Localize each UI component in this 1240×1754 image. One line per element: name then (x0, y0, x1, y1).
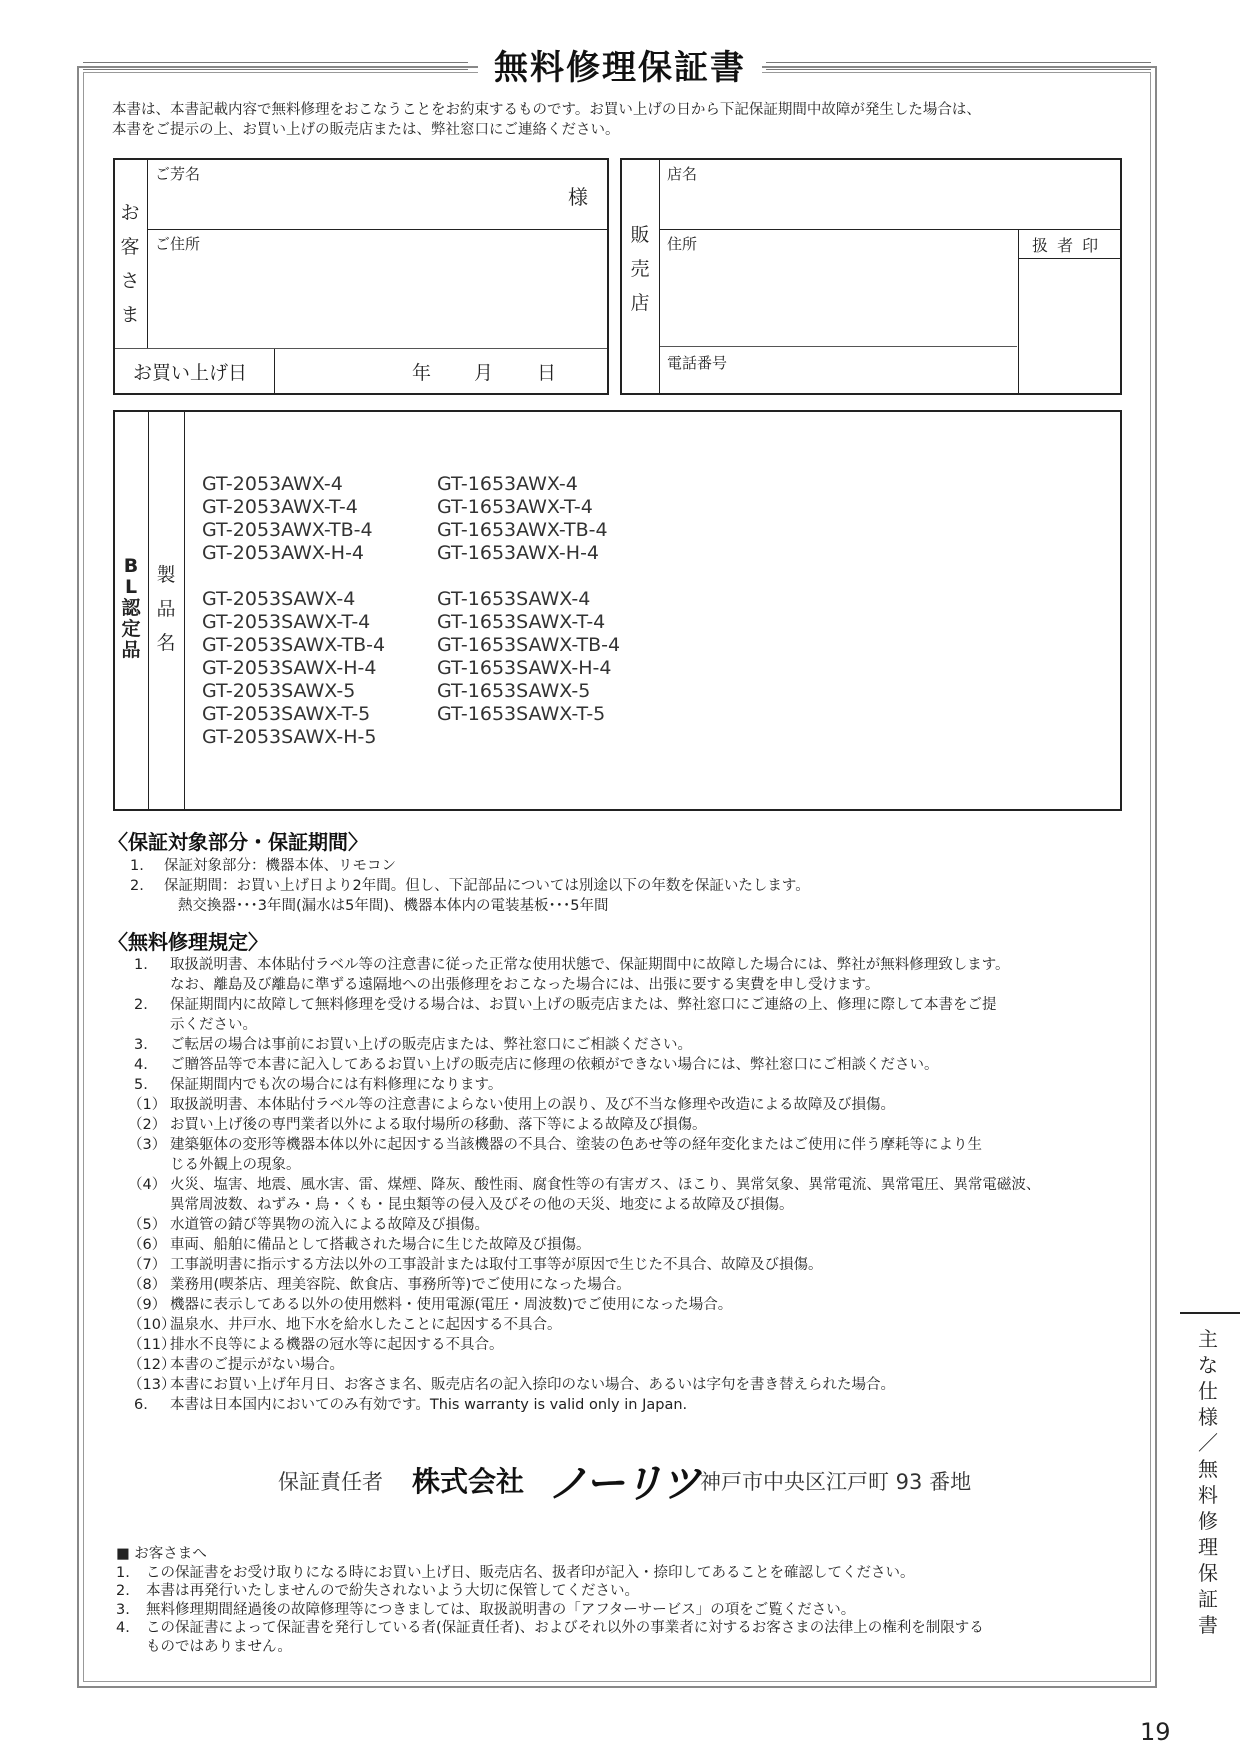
customer-divider (147, 160, 148, 348)
item-text: 建築躯体の変形等機器本体以外に起因する当該機器の不具合、塗装の色あせ等の経年変化またはご使用に伴う摩耗等により生 (170, 1137, 982, 1153)
list-item (128, 1195, 1040, 1215)
note-num: 3. (116, 1601, 130, 1618)
sidebar-char: 理 (1198, 1535, 1218, 1559)
sidebar-char: 証 (1198, 1587, 1218, 1611)
item-text: 保証期間内でも次の場合には有料修理になります。 (170, 1077, 503, 1093)
side-char: 売 (630, 258, 650, 280)
list-item (128, 975, 1040, 995)
title-wrap (0, 40, 1240, 89)
store-address-label: 住所 (667, 235, 698, 253)
store-row-line (660, 346, 1017, 347)
sidebar-char: 仕 (1198, 1379, 1218, 1403)
list-item (128, 1135, 1040, 1155)
list-item (128, 1335, 1040, 1355)
model-name: GT-2053SAWX-T-4 (202, 611, 371, 633)
item-text: 保証対象部分：機器本体、リモコン (164, 858, 396, 874)
sidebar-char: 保 (1198, 1561, 1218, 1585)
customer-side-label (115, 196, 145, 332)
model-name: GT-1653SAWX-5 (437, 680, 591, 702)
item-num: （1） (128, 1097, 167, 1113)
customer-name-label: ご芳名 (155, 165, 201, 183)
item-num: （11） (128, 1337, 176, 1353)
notes-header: ■ お客さまへ (116, 1546, 207, 1562)
item-text: 機器に表示してある以外の使用燃料・使用電源(電圧・周波数)でご使用になった場合。 (170, 1297, 733, 1313)
item-num: （9） (128, 1297, 167, 1313)
item-num: 5. (134, 1077, 148, 1093)
coverage-title: 〈保証対象部分・保証期間〉 (108, 830, 368, 854)
purchase-month: 月 (474, 362, 494, 384)
list-item (128, 1095, 1040, 1115)
stamp-divider (1018, 229, 1019, 393)
sidebar-char: な (1198, 1353, 1218, 1377)
note-text: この保証書によって保証書を発行している者(保証責任者)、およびそれ以外の事業者に対するお客さまの法律上の権利を制限する (146, 1620, 984, 1636)
model-name: GT-1653AWX-H-4 (437, 542, 600, 564)
model-name: GT-2053AWX-TB-4 (202, 519, 373, 541)
purchase-year: 年 (412, 362, 432, 384)
company-name: 株式会社 (412, 1465, 525, 1498)
list-item (128, 1075, 1040, 1095)
coverage-list (130, 856, 810, 916)
list-item (130, 856, 810, 876)
product-divider (184, 412, 185, 809)
store-divider (659, 160, 660, 393)
item-text: 業務用(喫茶店、理美容院、飲食店、事務所等)でご使用になった場合。 (170, 1277, 631, 1293)
side-char: 販 (630, 224, 650, 246)
note-text: ものではありません。 (146, 1638, 292, 1655)
sidebar-char: 修 (1198, 1509, 1218, 1533)
sidebar-char: 料 (1198, 1483, 1218, 1507)
rules-title: 〈無料修理規定〉 (108, 930, 268, 954)
purchase-date-label: お買い上げ日 (133, 362, 248, 384)
sidebar-char: 無 (1198, 1457, 1218, 1481)
item-num: 6. (134, 1397, 148, 1413)
list-item (128, 1215, 1040, 1235)
item-text: 保証期間内に故障して無料修理を受ける場合は、お買い上げの販売店または、弊社窓口にご連絡の上、修理に際して本書をご提 (170, 997, 997, 1013)
list-item (130, 896, 810, 916)
purchase-day: 日 (537, 362, 557, 384)
model-name: GT-2053SAWX-H-5 (202, 726, 377, 748)
bl-char: 定 (121, 618, 141, 640)
item-num: （3） (128, 1137, 167, 1153)
list-item (128, 1015, 1040, 1035)
note-item (116, 1601, 1136, 1620)
store-phone-label: 電話番号 (667, 354, 728, 372)
note-num: 2. (116, 1583, 130, 1599)
note-text: この保証書をお受け取りになる時にお買い上げ日、販売店名、扱者印が記入・捺印してあることを確認してください。 (146, 1564, 915, 1581)
customer-address-label: ご住所 (155, 235, 201, 253)
note-item (116, 1619, 1136, 1638)
page-title: 無料修理保証書 (478, 40, 762, 89)
bl-certified-label (116, 556, 146, 661)
item-text: お買い上げ後の専門業者以外による取付場所の移動、落下等による故障及び損傷。 (170, 1117, 707, 1133)
intro-line: 本書をご提示の上、お買い上げの販売店または、弊社窓口にご連絡ください。 (112, 122, 620, 138)
model-name: GT-1653SAWX-TB-4 (437, 634, 621, 656)
brand-logo: ノーリツ (548, 1461, 699, 1507)
side-char: ま (120, 304, 140, 326)
product-name-label (151, 558, 181, 660)
model-name: GT-1653SAWX-4 (437, 588, 591, 610)
note-text: 本書は再発行いたしませんので紛失されないよう大切に保管してください。 (146, 1583, 639, 1599)
product-divider (148, 412, 149, 809)
model-gap (437, 565, 620, 588)
bl-char: 認 (121, 597, 141, 619)
item-text: 取扱説明書、本体貼付ラベル等の注意書によらない使用上の誤り、及び不当な修理や改造による故障及び損傷。 (170, 1097, 895, 1113)
item-num: 2. (130, 878, 144, 894)
item-num: （13） (128, 1377, 176, 1393)
section-sidebar-label (1192, 1326, 1224, 1638)
label-char: 名 (156, 632, 176, 654)
list-item (128, 955, 1040, 975)
model-name: GT-1653SAWX-H-4 (437, 657, 612, 679)
intro-line: 本書は、本書記載内容で無料修理をおこなうことをお約束するものです。お買い上げの日から下記保証期間中故障が発生した場合は、 (112, 102, 981, 118)
item-num: （2） (128, 1117, 167, 1133)
stamp-label: 扱 者 印 (1032, 236, 1101, 255)
guarantor-label: 保証責任者 (278, 1470, 383, 1494)
item-text: 排水不良等による機器の冠水等に起因する不具合。 (170, 1337, 504, 1353)
item-num: （5） (128, 1217, 167, 1233)
note-item (116, 1564, 1136, 1583)
item-text: 異常周波数、ねずみ・鳥・くも・昆虫類等の侵入及びその他の天災、地変による故障及び損傷。 (170, 1197, 794, 1213)
model-name: GT-2053SAWX-5 (202, 680, 356, 702)
item-num: （8） (128, 1277, 167, 1293)
store-name-label: 店名 (667, 165, 698, 183)
customer-honorific: 様 (568, 185, 588, 209)
store-side-label (625, 218, 655, 320)
item-num: 2. (134, 997, 148, 1013)
model-name: GT-2053AWX-T-4 (202, 496, 358, 518)
rules-list (128, 955, 1040, 1415)
list-item (128, 1055, 1040, 1075)
list-item (128, 995, 1040, 1015)
intro-text (112, 100, 1132, 140)
store-row-line (660, 229, 1120, 230)
side-char: お (120, 202, 140, 224)
model-name: GT-1653SAWX-T-5 (437, 703, 606, 725)
customer-row-line (148, 229, 607, 230)
model-name: GT-1653SAWX-T-4 (437, 611, 606, 633)
list-item (128, 1375, 1040, 1395)
item-num: （10） (128, 1317, 176, 1333)
item-text: なお、離島及び離島に準ずる遠隔地への出張修理をおこなった場合には、出張に要する実費を申し受けます。 (170, 977, 880, 993)
list-item (128, 1155, 1040, 1175)
model-name: GT-2053SAWX-T-5 (202, 703, 371, 725)
list-item (128, 1115, 1040, 1135)
list-item (128, 1275, 1040, 1295)
side-char: 店 (630, 292, 650, 314)
list-item (130, 876, 810, 896)
list-item (128, 1035, 1040, 1055)
item-num: （7） (128, 1257, 167, 1273)
item-num: （6） (128, 1237, 167, 1253)
model-column-2 (437, 473, 620, 726)
model-name: GT-1653AWX-T-4 (437, 496, 593, 518)
label-char: 品 (156, 598, 176, 620)
item-text: 火災、塩害、地震、風水害、雷、煤煙、降灰、酸性雨、腐食性等の有害ガス、ほこり、異常気象、異常電流、異常電圧、異常電磁波、 (170, 1177, 1041, 1193)
item-text: 示ください。 (170, 1017, 257, 1033)
sidebar-char: 主 (1198, 1327, 1218, 1351)
item-num: 1. (130, 858, 144, 874)
bl-char: L (124, 576, 138, 598)
notes-list (116, 1564, 1136, 1657)
model-name: GT-2053SAWX-TB-4 (202, 634, 386, 656)
list-item (128, 1315, 1040, 1335)
page-number: 19 (1140, 1718, 1171, 1746)
model-gap (202, 565, 385, 588)
list-item (128, 1295, 1040, 1315)
bl-char: B (123, 555, 139, 577)
model-name: GT-1653AWX-4 (437, 473, 578, 495)
customer-notes (116, 1545, 1136, 1656)
sidebar-char: 様 (1198, 1405, 1218, 1429)
item-text: 熱交換器･･･3年間(漏水は5年間)、機器本体内の電装基板･･･5年間 (178, 898, 609, 914)
list-item (128, 1235, 1040, 1255)
side-char: さ (120, 270, 140, 292)
label-char: 製 (156, 564, 176, 586)
bl-char: 品 (121, 639, 141, 661)
item-text: 取扱説明書、本体貼付ラベル等の注意書に従った正常な使用状態で、保証期間中に故障した場合には、弊社が無料修理致します。 (170, 957, 1010, 973)
list-item (128, 1395, 1040, 1415)
customer-date-divider (274, 349, 275, 393)
model-name: GT-2053AWX-4 (202, 473, 343, 495)
list-item (128, 1175, 1040, 1195)
item-text: 本書は日本国内においてのみ有効です。This warranty is valid only in Japan. (170, 1397, 688, 1413)
item-text: 温泉水、井戸水、地下水を給水したことに起因する不具合。 (170, 1317, 562, 1333)
item-num: 3. (134, 1037, 148, 1053)
model-name: GT-1653AWX-TB-4 (437, 519, 608, 541)
item-num: 4. (134, 1057, 148, 1073)
item-text: 本書にお買い上げ年月日、お客さま名、販売店名の記入捺印のない場合、あるいは字句を書き替えられた場合。 (170, 1377, 895, 1393)
model-name: GT-2053SAWX-H-4 (202, 657, 377, 679)
item-text: 保証期間：お買い上げ日より2年間。但し、下記部品については別途以下の年数を保証いたします。 (164, 878, 810, 894)
model-column-1 (202, 473, 385, 749)
stamp-label-line (1019, 258, 1120, 259)
item-text: 車両、船舶に備品として搭載された場合に生じた故障及び損傷。 (170, 1237, 591, 1253)
list-item (128, 1355, 1040, 1375)
item-num: （12） (128, 1357, 176, 1373)
item-text: ご贈答品等で本書に記入してあるお買い上げの販売店に修理の依頼ができない場合には、弊社窓口にご相談ください。 (170, 1057, 939, 1073)
item-num: 1. (134, 957, 148, 973)
side-char: 客 (120, 236, 140, 258)
sidebar-char: 書 (1198, 1613, 1218, 1637)
note-text: 無料修理期間経過後の故障修理等につきましては、取扱説明書の「アフターサービス」の項をご覧ください。 (146, 1601, 856, 1618)
item-text: じる外観上の現象。 (170, 1157, 301, 1173)
note-item (116, 1638, 1136, 1657)
note-num: 1. (116, 1564, 130, 1581)
sidebar-char: ／ (1198, 1431, 1218, 1455)
company-address: 神戸市中央区江戸町 93 番地 (700, 1470, 972, 1494)
customer-row-line (115, 348, 607, 349)
model-name: GT-2053AWX-H-4 (202, 542, 365, 564)
item-text: ご転居の場合は事前にお買い上げの販売店または、弊社窓口にご相談ください。 (170, 1037, 692, 1053)
list-item (128, 1255, 1040, 1275)
item-text: 本書のご提示がない場合。 (170, 1357, 344, 1373)
note-num: 4. (116, 1620, 130, 1636)
item-text: 工事説明書に指示する方法以外の工事設計または取付工事等が原因で生じた不具合、故障及び損傷。 (170, 1257, 823, 1273)
model-name: GT-2053SAWX-4 (202, 588, 356, 610)
item-num: （4） (128, 1177, 167, 1193)
sidebar-rule (1180, 1312, 1240, 1314)
item-text: 水道管の錆び等異物の流入による故障及び損傷。 (170, 1217, 489, 1233)
note-item (116, 1582, 1136, 1601)
